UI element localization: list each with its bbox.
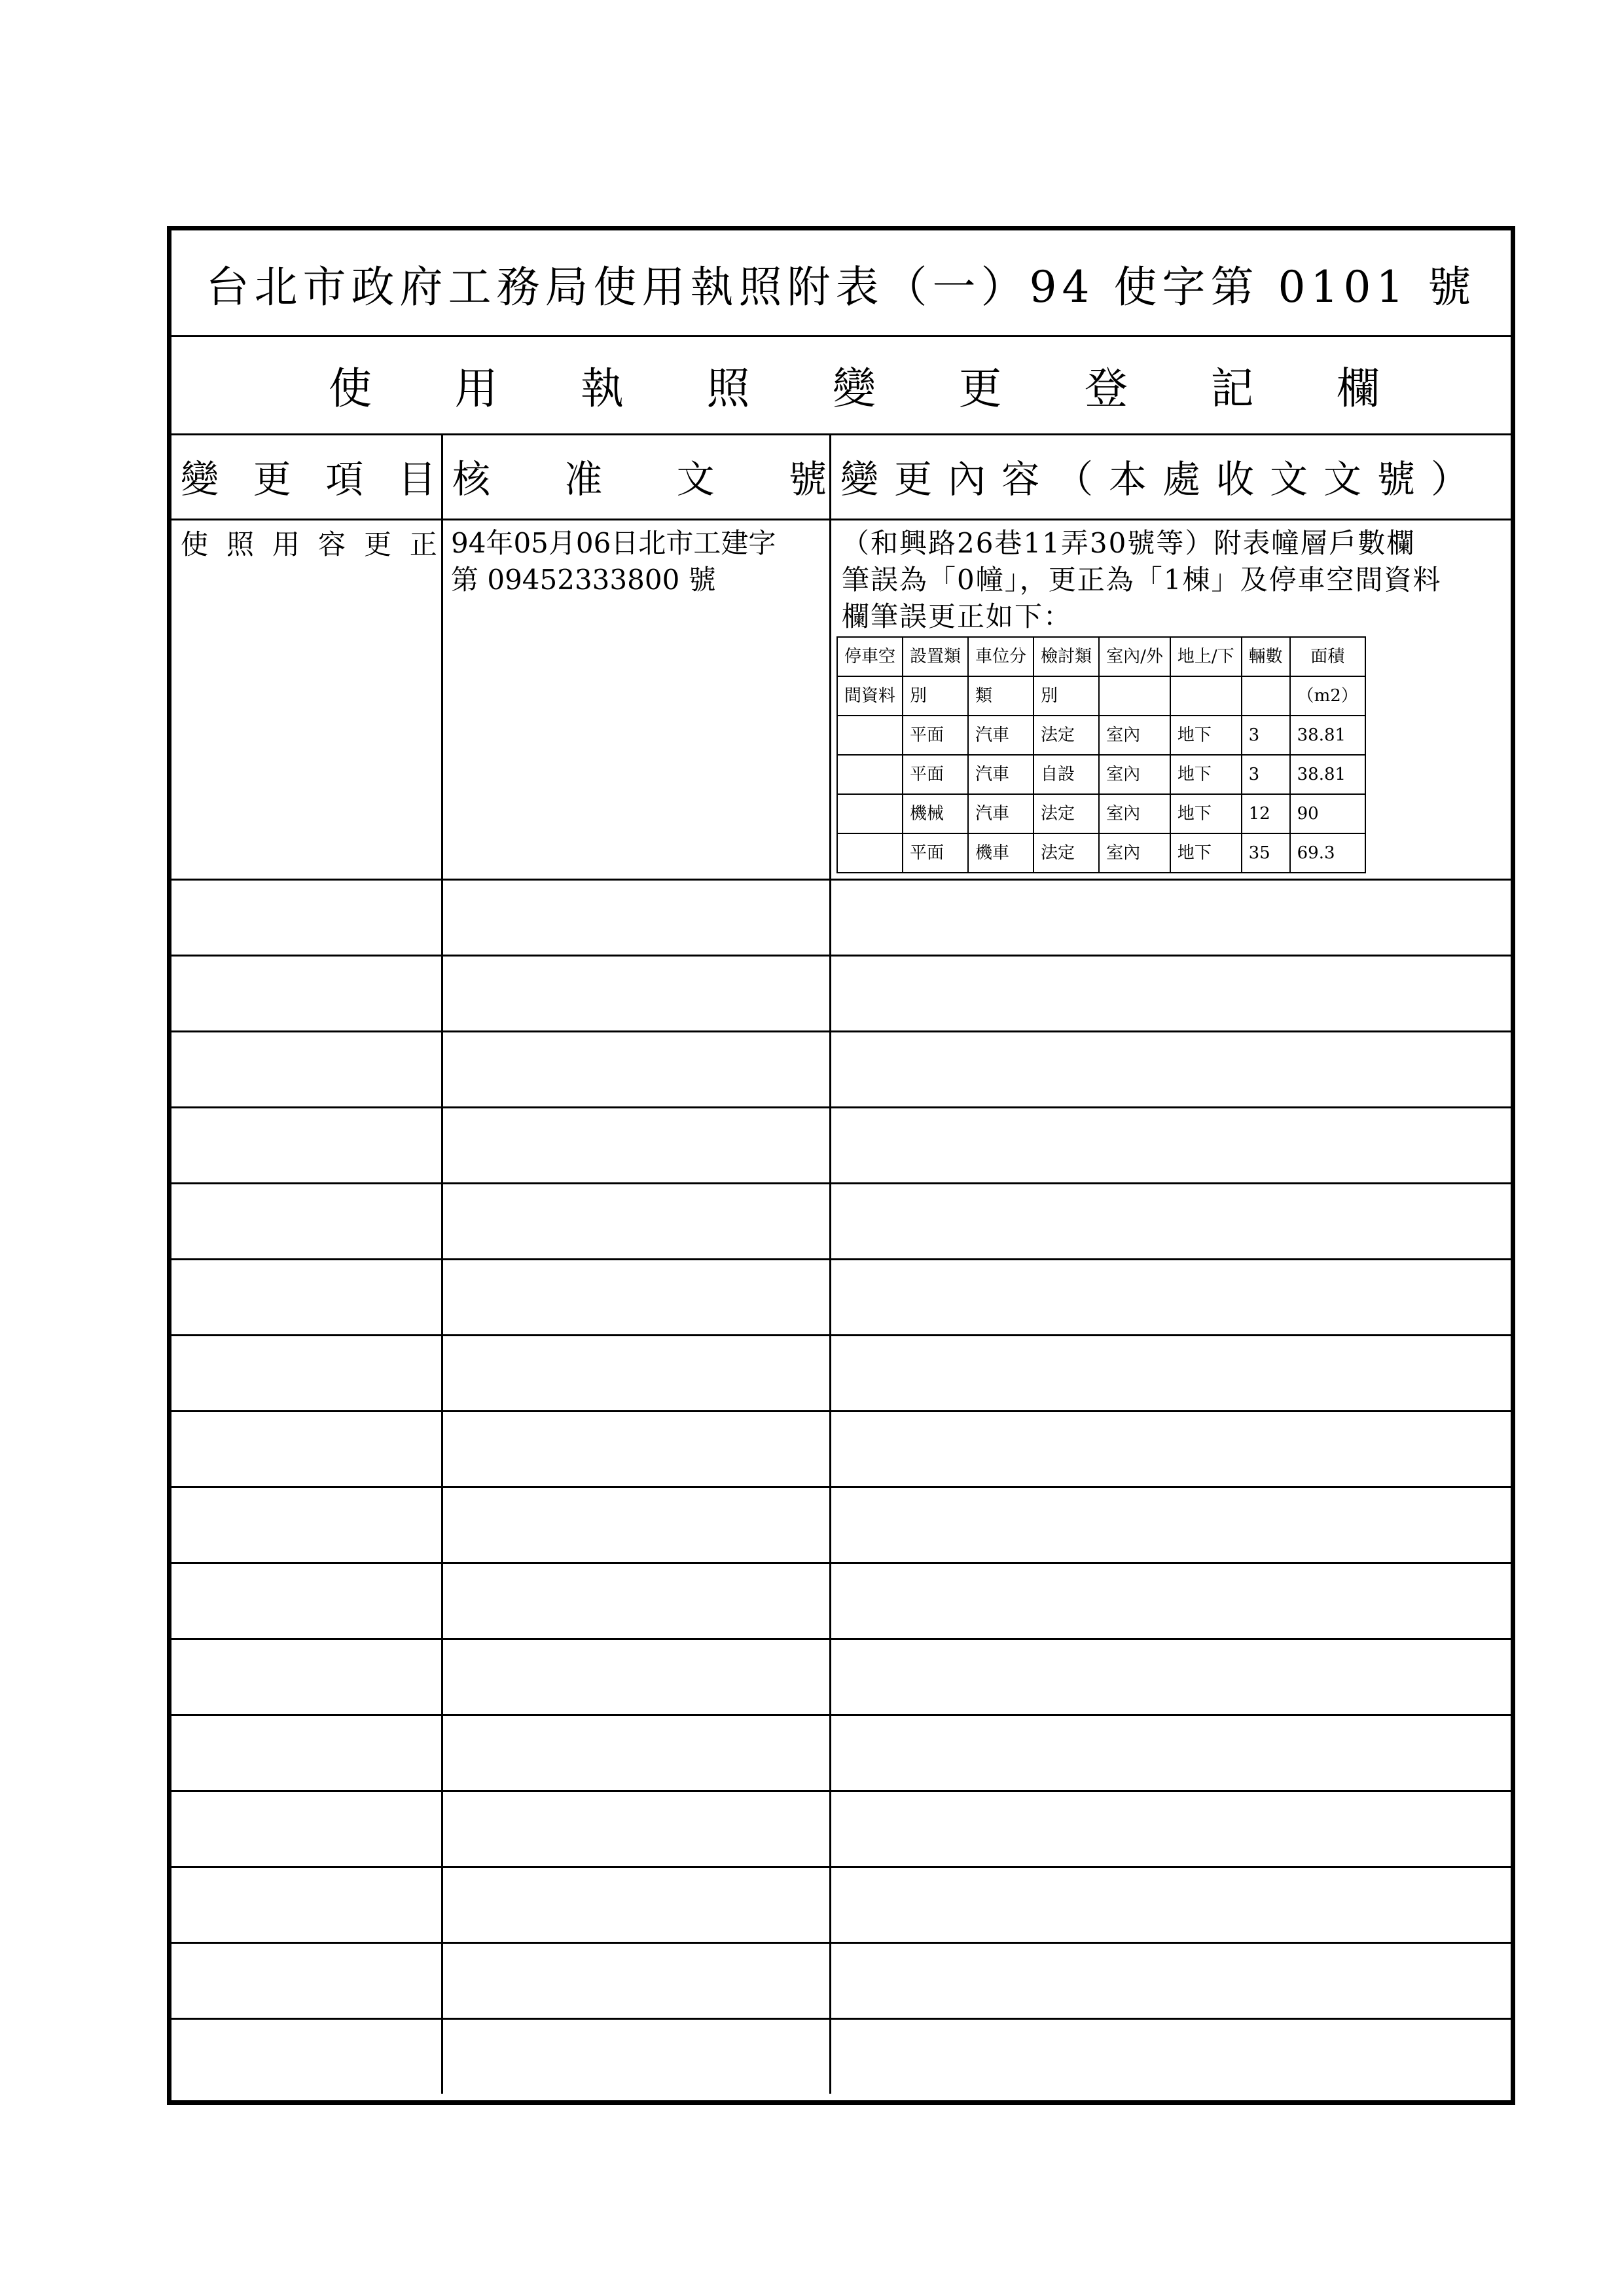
entry-item-char: 容 [317, 528, 346, 560]
parking-table-header-row [837, 676, 1365, 716]
blank-cell [171, 1790, 441, 1866]
column-header-doc-number [441, 433, 829, 519]
blank-cell [829, 955, 1511, 1030]
form-title [171, 230, 1511, 337]
column-header-char: 變 [181, 457, 219, 501]
blank-cell [171, 1866, 441, 1942]
parking-cell: 室內 [1099, 755, 1170, 794]
parking-table-row [837, 794, 1365, 833]
parking-header-cell: 別 [1034, 676, 1099, 716]
parking-cell: 機械 [903, 794, 968, 833]
blank-cell [171, 1562, 441, 1638]
blank-cell [829, 1562, 1511, 1638]
entry-doc-line: 第 09452333800 號 [451, 564, 716, 596]
parking-cell [837, 794, 903, 833]
parking-header-cell: 面積 [1290, 637, 1365, 676]
entry-content-line: （和興路26巷11弄30號等）附表幢層戶數欄 [842, 527, 1416, 559]
section-title-char: 照 [706, 363, 750, 414]
parking-cell: 69.3 [1290, 833, 1365, 873]
section-title-char: 欄 [1337, 363, 1380, 414]
blank-cell [829, 2018, 1511, 2094]
parking-cell: 室內 [1099, 716, 1170, 755]
blank-entry-row [171, 955, 1511, 1032]
blank-cell [171, 1258, 441, 1334]
section-title-char: 記 [1210, 363, 1254, 414]
blank-cell [171, 1410, 441, 1486]
column-header-char: 項 [325, 457, 364, 501]
parking-cell: 38.81 [1290, 755, 1365, 794]
entry-item-char: 照 [226, 528, 254, 560]
blank-cell [829, 1714, 1511, 1790]
parking-cell: 自設 [1034, 755, 1099, 794]
blank-entry-row [171, 1562, 1511, 1640]
entry-content-line: 筆誤為「0幢」，更正為「1棟」及停車空間資料 [842, 564, 1442, 596]
blank-cell [829, 1258, 1511, 1334]
blank-entry-row [171, 1942, 1511, 2020]
entry-item-char: 使 [181, 528, 209, 560]
blank-cell [441, 1258, 829, 1334]
parking-header-cell: 別 [903, 676, 968, 716]
blank-entry-row [171, 1334, 1511, 1412]
blank-entry-row [171, 2018, 1511, 2094]
column-header-char: 目 [397, 457, 436, 501]
parking-cell: 法定 [1034, 833, 1099, 873]
form-title-text: 台北市政府工務局使用執照附表（一）94 使字第 0101 號 [206, 261, 1477, 312]
parking-cell: 汽車 [968, 716, 1034, 755]
blank-cell [171, 1714, 441, 1790]
blank-entry-row [171, 1182, 1511, 1260]
blank-cell [829, 1182, 1511, 1258]
blank-cell [441, 1030, 829, 1106]
parking-cell [837, 716, 903, 755]
blank-cell [171, 2018, 441, 2094]
parking-cell: 室內 [1099, 833, 1170, 873]
parking-cell: 室內 [1099, 794, 1170, 833]
column-header-content-text: 變更內容（本處收文文號） [840, 457, 1485, 501]
blank-cell [171, 1638, 441, 1714]
blank-entry-row [171, 1714, 1511, 1792]
change-entry-row [171, 519, 1511, 881]
blank-cell [171, 1942, 441, 2018]
section-title-char: 變 [833, 363, 876, 414]
entry-doc-cell [441, 519, 829, 879]
blank-entry-row [171, 1790, 1511, 1868]
column-header-char: 更 [253, 457, 291, 501]
blank-cell [441, 1106, 829, 1182]
blank-cell [829, 1638, 1511, 1714]
blank-cell [829, 1486, 1511, 1562]
blank-cell [829, 1790, 1511, 1866]
parking-header-cell: 設置類 [903, 637, 968, 676]
parking-header-cell: 間資料 [837, 676, 903, 716]
blank-entry-row [171, 879, 1511, 957]
blank-cell [829, 1410, 1511, 1486]
blank-cell [441, 1790, 829, 1866]
parking-cell: 機車 [968, 833, 1034, 873]
entry-item-char: 用 [272, 528, 300, 560]
parking-header-cell: 輛數 [1242, 637, 1290, 676]
column-header-content [829, 433, 1511, 519]
section-title-char: 使 [329, 363, 372, 414]
parking-header-cell [1099, 676, 1170, 716]
blank-cell [171, 1486, 441, 1562]
blank-cell [441, 1638, 829, 1714]
parking-cell: 法定 [1034, 716, 1099, 755]
parking-cell: 平面 [903, 833, 968, 873]
parking-cell: 地下 [1170, 833, 1242, 873]
blank-cell [829, 1866, 1511, 1942]
blank-cell [171, 1182, 441, 1258]
parking-cell: 地下 [1170, 794, 1242, 833]
entry-content-cell [829, 519, 1511, 879]
parking-cell: 35 [1242, 833, 1290, 873]
blank-cell [171, 1106, 441, 1182]
blank-cell [829, 1106, 1511, 1182]
parking-header-cell: 室內/外 [1099, 637, 1170, 676]
blank-cell [441, 1334, 829, 1410]
section-title-char: 執 [581, 363, 624, 414]
blank-cell [829, 1030, 1511, 1106]
blank-cell [441, 2018, 829, 2094]
parking-cell: 平面 [903, 755, 968, 794]
column-header-char: 核 [452, 457, 491, 501]
blank-entry-row [171, 1030, 1511, 1108]
parking-cell: 法定 [1034, 794, 1099, 833]
parking-cell: 地下 [1170, 755, 1242, 794]
parking-header-cell [1170, 676, 1242, 716]
column-header-item [171, 433, 441, 519]
blank-cell [441, 1714, 829, 1790]
column-header-char: 文 [676, 457, 715, 501]
blank-entry-row [171, 1410, 1511, 1488]
column-header-row [171, 433, 1511, 520]
section-title [171, 335, 1511, 435]
blank-cell [829, 1942, 1511, 2018]
entry-item-char: 更 [363, 528, 391, 560]
parking-header-cell: 地上/下 [1170, 637, 1242, 676]
section-title-char: 更 [958, 363, 1002, 414]
parking-cell: 3 [1242, 755, 1290, 794]
parking-header-cell [1242, 676, 1290, 716]
blank-cell [829, 1334, 1511, 1410]
blank-entry-row [171, 1866, 1511, 1944]
blank-entry-row [171, 1106, 1511, 1184]
blank-cell [441, 1942, 829, 2018]
parking-cell: 12 [1242, 794, 1290, 833]
blank-entry-row [171, 1638, 1511, 1716]
parking-table-header-row [837, 637, 1365, 676]
parking-cell: 38.81 [1290, 716, 1365, 755]
parking-cell: 汽車 [968, 755, 1034, 794]
blank-cell [441, 879, 829, 955]
parking-table-row [837, 755, 1365, 794]
blank-cell [171, 955, 441, 1030]
section-title-char: 用 [454, 363, 498, 414]
parking-cell: 汽車 [968, 794, 1034, 833]
blank-cell [441, 1410, 829, 1486]
blank-cell [441, 955, 829, 1030]
column-header-char: 號 [788, 457, 827, 501]
entry-item-char: 正 [409, 528, 437, 560]
blank-cell [171, 879, 441, 955]
parking-cell: 3 [1242, 716, 1290, 755]
parking-table-row [837, 716, 1365, 755]
parking-cell: 地下 [1170, 716, 1242, 755]
blank-cell [171, 1334, 441, 1410]
blank-cell [441, 1182, 829, 1258]
blank-entry-row [171, 1486, 1511, 1564]
entry-content-line: 欄筆誤更正如下： [842, 600, 1073, 632]
blank-cell [441, 1562, 829, 1638]
blank-cell [441, 1486, 829, 1562]
blank-cell [829, 879, 1511, 955]
entry-doc-line: 94年05月06日北市工建字 [451, 527, 776, 559]
parking-header-cell: 檢討類 [1034, 637, 1099, 676]
blank-cell [441, 1866, 829, 1942]
entry-item-cell [171, 519, 441, 879]
parking-space-table [836, 636, 1366, 873]
section-title-char: 登 [1085, 363, 1128, 414]
section-title-text [171, 335, 1511, 433]
parking-cell: 90 [1290, 794, 1365, 833]
blank-entry-row [171, 1258, 1511, 1336]
column-header-char: 准 [564, 457, 603, 501]
parking-cell: 平面 [903, 716, 968, 755]
parking-header-cell: 類 [968, 676, 1034, 716]
blank-cell [171, 1030, 441, 1106]
parking-header-cell: 車位分 [968, 637, 1034, 676]
parking-table-row [837, 833, 1365, 873]
parking-cell [837, 833, 903, 873]
parking-cell [837, 755, 903, 794]
parking-header-cell: （m2） [1290, 676, 1365, 716]
license-change-form [167, 226, 1515, 2105]
parking-header-cell: 停車空 [837, 637, 903, 676]
